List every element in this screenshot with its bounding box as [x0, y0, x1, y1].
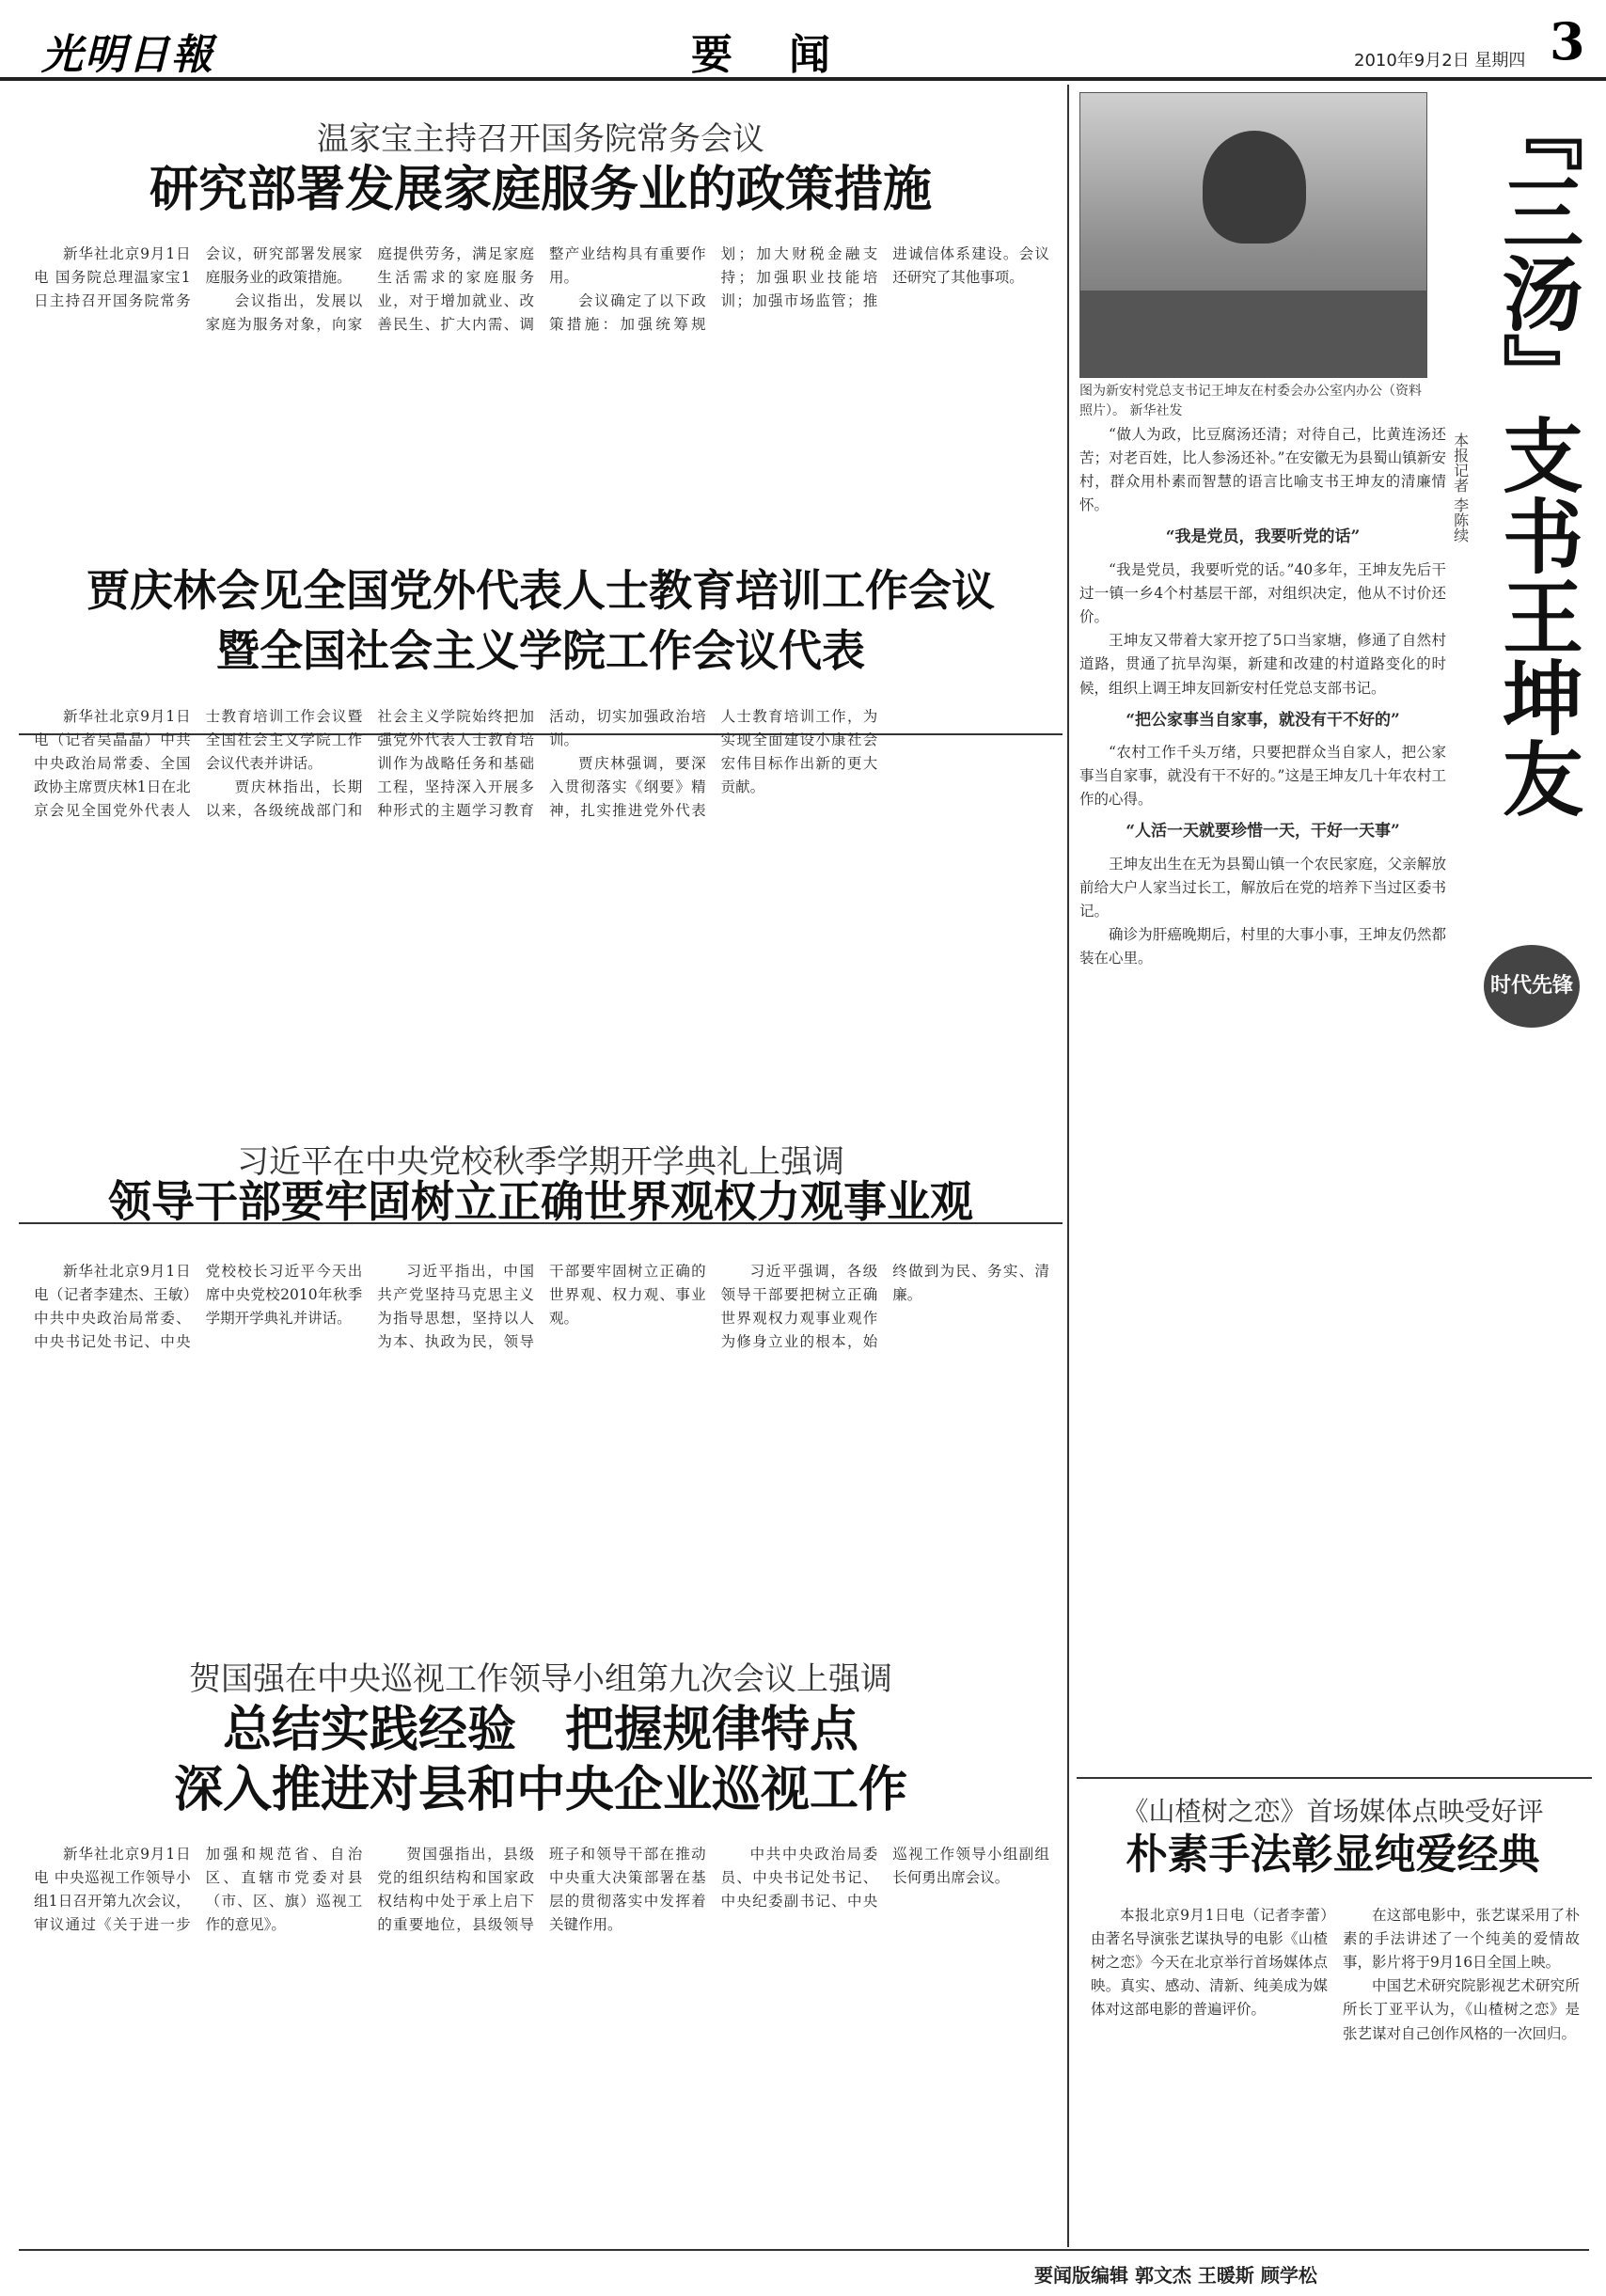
story6-headline: 朴素手法彰显纯爱经典 [1126, 1831, 1540, 1879]
photo-desk-shape [1080, 291, 1426, 377]
story4-p1: 新华社北京9月1日电 中央巡视工作领导小组1日召开第九次会议，审议通过《关于进一步加强和规范省、自治区、直辖市党委对县（市、区、旗）巡视工作的意见》。 [34, 1846, 363, 1934]
story6-p3: 中国艺术研究院影视艺术研究所所长丁亚平认为，《山楂树之恋》是张艺谋对自己创作风格的一次回归。 [1343, 1977, 1580, 2042]
section-title: 要闻 [691, 31, 887, 79]
story3-p1: 新华社北京9月1日电（记者李建杰、王敏）中共中央政治局常委、中央书记处书记、中央党校校长习近平今天出席中央党校2010年秋季学期开学典礼并讲话。 [34, 1263, 363, 1351]
story5-vertical-headline: 『三汤』支书王坤友 [1488, 90, 1583, 818]
newspaper-logo: 光明日報 [41, 31, 214, 79]
story4-p3: 中共中央政治局委员、中央书记处书记、中央纪委副书记、中央巡视工作领导小组副组长何勇出席会议。 [720, 1846, 1049, 1911]
story2-p2: 贾庆林指出，长期以来，各级统战部门和社会主义学院始终把加强党外代表人士教育培训作为战略任务和基础工程，坚持深入开展多种形式的主题学习教育活动，切实加强政治培训。 [205, 708, 706, 820]
story5-p2: “我是党员，我要听党的话。”40多年，王坤友先后干过一镇一乡4个村基层干部，对组织决定，他从不讨价还价。 [1079, 560, 1446, 626]
story5-subhead-2: “把公家事当自家事，就没有干不好的” [1126, 710, 1400, 730]
story5-body [1079, 423, 1446, 1758]
story5-p3: 王坤友又带着大家开挖了5口当家塘，修通了自然村道路，贯通了抗旱沟渠，新建和改建的村道路变化的时候，组织上调王坤友回新安村任党总支部书记。 [1079, 632, 1446, 697]
story1-p1: 新华社北京9月1日电 国务院总理温家宝1日主持召开国务院常务会议，研究部署发展家庭服务业的政策措施。 [34, 245, 363, 310]
story1-headline: 研究部署发展家庭服务业的政策措施 [149, 162, 932, 218]
story4-headline-2: 深入推进对县和中央企业巡视工作 [173, 1762, 907, 1818]
story4-body [34, 1843, 1049, 2242]
story5-p4: “农村工作千头万绪，只要把群众当自家人，把公家事当自家事，就没有干不好的。”这是王坤友几十年农村工作的心得。 [1079, 744, 1446, 809]
photo-person-shape [1203, 131, 1306, 244]
story3-body [34, 1260, 1049, 1721]
photo-caption: 图为新安村党总支书记王坤友在村委会办公室内办公（资料照片）。 新华社发 [1079, 384, 1422, 418]
story3-p3: 习近平强调，各级领导干部要把树立正确世界观权力观事业观作为修身立业的根本，始终做到为民、务实、清廉。 [720, 1263, 1049, 1351]
story2-p3: 贾庆林强调，要深入贯彻落实《纲要》精神，扎实推进党外代表人士教育培训工作，为实现全面建设小康社会宏伟目标作出新的更大贡献。 [548, 708, 878, 820]
story3-p2: 习近平指出，中国共产党坚持马克思主义为指导思想，坚持以人为本、执政为民，领导干部要牢固树立正确的世界观、权力观、事业观。 [377, 1263, 706, 1351]
story6-kicker: 《山楂树之恋》首场媒体点映受好评 [1122, 1796, 1544, 1827]
story3-headline: 领导干部要牢固树立正确世界观权力观事业观 [108, 1176, 973, 1227]
page-number: 3 [1550, 11, 1585, 71]
story1-p2: 会议指出，发展以家庭为服务对象，向家庭提供劳务，满足家庭生活需求的家庭服务业，对于增加就业、改善民生、扩大内需、调整产业结构具有重要作用。 [205, 245, 706, 334]
story5-p6: 确诊为肝癌晚期后，村里的大事小事，王坤友仍然都装在心里。 [1079, 926, 1446, 967]
feature-photo [1079, 92, 1427, 378]
story4-headline-1: 总结实践经验 把握规律特点 [222, 1702, 858, 1758]
story6-p1: 本报北京9月1日电（记者李蕾）由著名导演张艺谋执导的电影《山楂树之恋》今天在北京举行首场媒体点映。真实、感动、清新、纯美成为媒体对这部电影的普遍评价。 [1091, 1907, 1328, 2019]
story3-kicker: 习近平在中央党校秋季学期开学典礼上强调 [237, 1143, 844, 1181]
story1-p3: 会议确定了以下政策措施：加强统筹规划；加大财税金融支持；加强职业技能培训；加强市场监管；推进诚信体系建设。会议还研究了其他事项。 [548, 245, 1049, 334]
story5-byline: 本报记者 李陈续 [1451, 432, 1470, 543]
page-editors: 要闻版编辑 郭文杰 王暖斯 顾学松 [1034, 2264, 1317, 2287]
story6-p2: 在这部电影中，张艺谋采用了朴素的手法讲述了一个纯美的爱情故事，影片将于9月16日全国上映。 [1343, 1907, 1580, 1972]
story5-p5: 王坤友出生在无为县蜀山镇一个农民家庭，父亲解放前给大户人家当过长工，解放后在党的培养下当过区委书记。 [1079, 856, 1446, 920]
story4-kicker: 贺国强在中央巡视工作领导小组第九次会议上强调 [189, 1660, 892, 1698]
story5-subhead-3: “人活一天就要珍惜一天，干好一天事” [1126, 822, 1400, 841]
story6-body [1091, 1904, 1580, 2242]
story2-headline-2: 暨全国社会主义学院工作会议代表 [216, 625, 865, 676]
story2-headline-1: 贾庆林会见全国党外代表人士教育培训工作会议 [87, 565, 995, 616]
issue-date: 2010年9月2日 星期四 [1354, 51, 1526, 71]
story4-p2: 贺国强指出，县级党的组织结构和国家政权结构中处于承上启下的重要地位，县级领导班子和领导干部在推动中央重大决策部署在基层的贯彻落实中发挥着关键作用。 [377, 1846, 706, 1934]
era-pioneer-badge: 时代先锋 [1484, 945, 1580, 1028]
story2-p1: 新华社北京9月1日电（记者吴晶晶）中共中央政治局常委、全国政协主席贾庆林1日在北京会见全国党外代表人士教育培训工作会议暨全国社会主义学院工作会议代表并讲话。 [34, 708, 363, 820]
story5-p1: “做人为政，比豆腐汤还清；对待自己，比黄连汤还苦；对老百姓，比人参汤还补。”在安徽无为县蜀山镇新安村，群众用朴素而智慧的语言比喻支书王坤友的清廉情怀。 [1079, 426, 1446, 514]
story1-kicker: 温家宝主持召开国务院常务会议 [317, 120, 764, 158]
story5-subhead-1: “我是党员，我要听党的话” [1165, 527, 1361, 547]
